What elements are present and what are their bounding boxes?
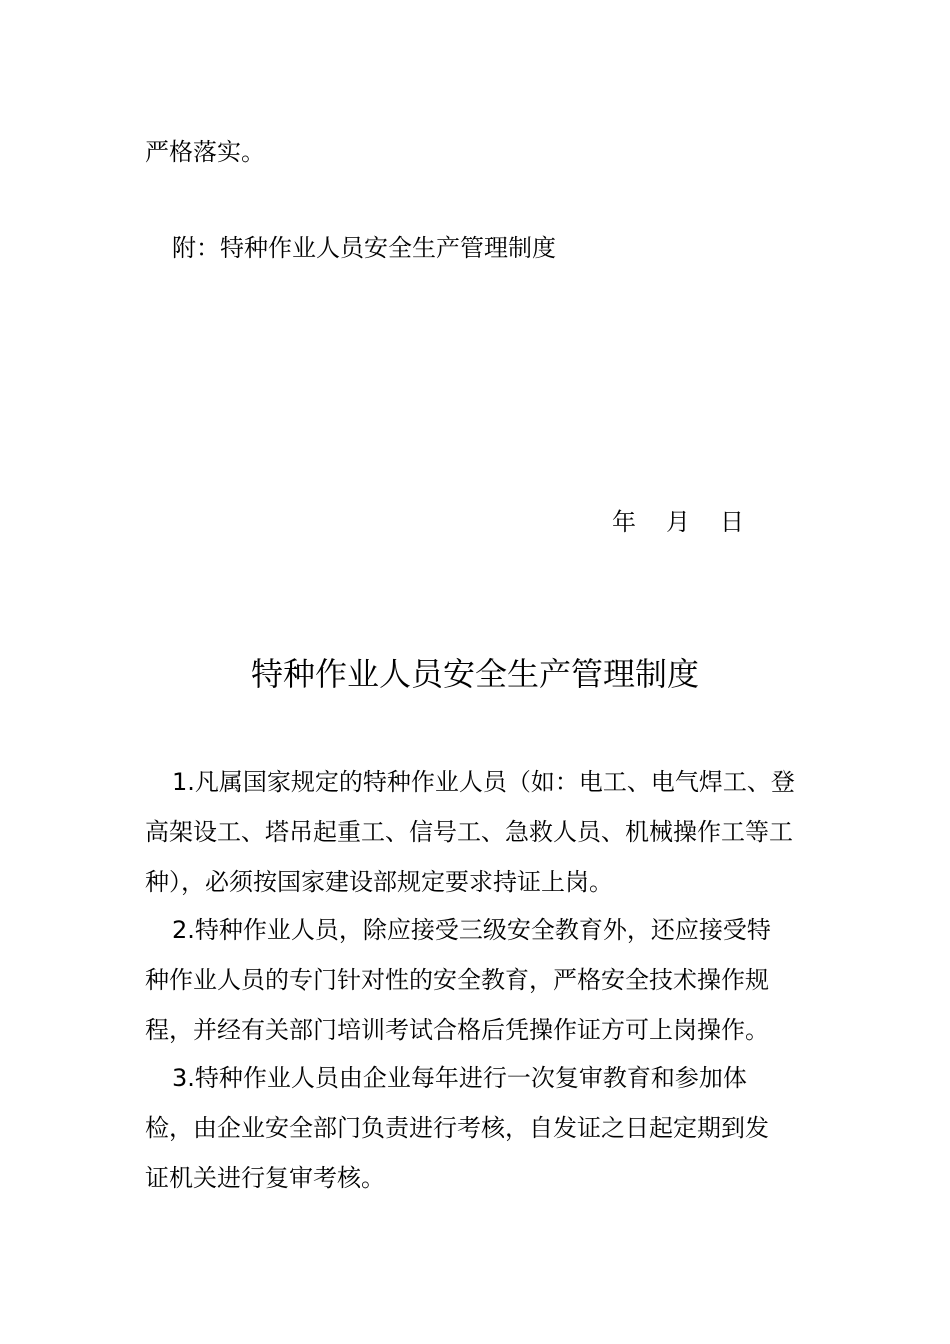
paragraph-line: 1.凡属国家规定的特种作业人员（如：电工、电气焊工、登 <box>172 768 795 796</box>
date-line <box>612 506 744 538</box>
paragraph-line: 种），必须按国家建设部规定要求持证上岗。 <box>145 868 613 896</box>
paragraph-line: 种作业人员的专门针对性的安全教育，严格安全技术操作规 <box>145 966 769 994</box>
paragraph-2 <box>145 905 810 1055</box>
date-day: 日 <box>720 508 744 536</box>
attachment-line: 附：特种作业人员安全生产管理制度 <box>172 234 556 262</box>
paragraph-3 <box>145 1053 810 1203</box>
date-month: 月 <box>666 508 690 536</box>
paragraph-line: 高架设工、塔吊起重工、信号工、急救人员、机械操作工等工 <box>145 818 793 846</box>
paragraph-line: 3.特种作业人员由企业每年进行一次复审教育和参加体 <box>172 1064 747 1092</box>
date-year: 年 <box>612 508 636 536</box>
paragraph-1 <box>145 757 810 907</box>
closing-line: 严格落实。 <box>145 138 265 166</box>
paragraph-line: 证机关进行复审考核。 <box>145 1164 385 1192</box>
paragraph-line: 程，并经有关部门培训考试合格后凭操作证方可上岗操作。 <box>145 1016 769 1044</box>
paragraph-line: 2.特种作业人员，除应接受三级安全教育外，还应接受特 <box>172 916 771 944</box>
paragraph-line: 检，由企业安全部门负责进行考核，自发证之日起定期到发 <box>145 1114 769 1142</box>
document-title: 特种作业人员安全生产管理制度 <box>250 655 699 693</box>
